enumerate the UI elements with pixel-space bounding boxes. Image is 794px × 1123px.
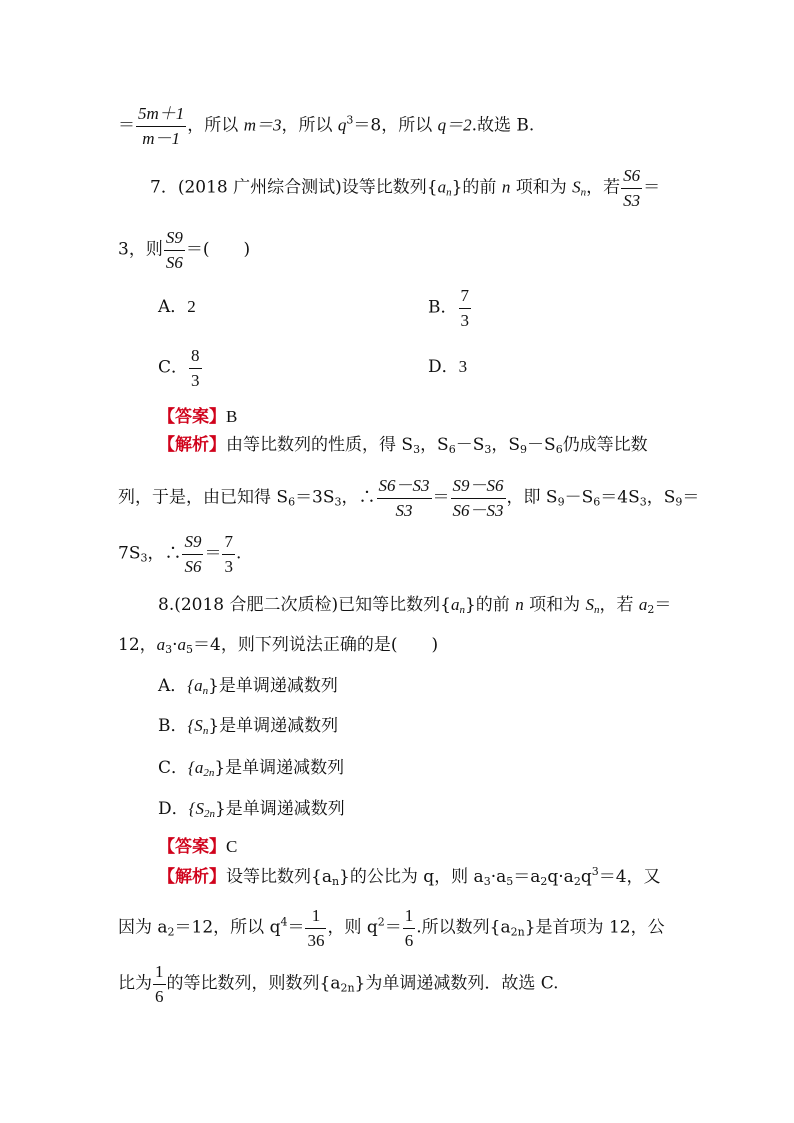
text: }的前 (451, 177, 502, 198)
fraction-denominator: 6 (404, 930, 414, 950)
fraction (189, 346, 202, 390)
text: ＝3S (295, 487, 335, 508)
text: ＝ (287, 917, 305, 938)
fraction-denominator: S6－S3 (452, 500, 504, 520)
text: ＝ (432, 487, 450, 508)
text: {a (188, 758, 204, 777)
text: ＝12，所以 q (174, 917, 281, 938)
text: ＝ (384, 917, 402, 938)
fraction-numerator: S9 (182, 532, 203, 555)
fraction (182, 532, 203, 576)
answer-line (158, 408, 237, 426)
text: ，所以 (281, 115, 338, 136)
option-value: 2 (187, 297, 196, 316)
fraction-numerator: 7 (459, 286, 472, 309)
text: －S (527, 435, 556, 455)
answer-tag: 【答案】 (158, 837, 226, 857)
text: ＝a (513, 867, 541, 887)
subscript: 2n (203, 808, 215, 820)
fraction-denominator: S3 (623, 190, 641, 210)
text: ，∴ (147, 543, 182, 564)
fraction (621, 166, 642, 210)
text: q·a (547, 867, 574, 887)
fraction-denominator: 3 (191, 370, 200, 390)
text: ＝4，又 (598, 867, 661, 887)
text: 设等比数列{a (226, 867, 332, 887)
text: }是首项为 12，公 (524, 917, 665, 938)
text: }的公比为 q，则 a (339, 867, 484, 887)
analysis-line2: 因为 $a_2=12$，所以 $q^4=$ $\frac{1}{36}$ ，则 $q^2=$ $\frac{1}{6}$ .所以数列$\{a_{2n}\}$是首项为 12，公 (118, 906, 665, 950)
fraction-numerator: 1 (153, 962, 166, 985)
option-b (428, 286, 472, 330)
text: ·a (490, 867, 507, 887)
text: ，S (646, 487, 676, 508)
text: }的前 (464, 595, 516, 615)
text: ＝4S (600, 487, 640, 508)
fraction (451, 476, 506, 520)
text: ＝( ) (185, 239, 251, 260)
fraction (153, 962, 166, 1006)
text: 列，于是，由已知得 S (118, 487, 289, 508)
fraction-denominator: m－1 (142, 128, 181, 148)
analysis-tag: 【解析】 (158, 435, 226, 455)
fraction-denominator: S6 (165, 252, 183, 272)
text: 3，则 (118, 239, 163, 260)
option-text: }是单调递减数列 (208, 676, 338, 696)
option-label: B． (428, 297, 458, 318)
option-label: D． (158, 799, 189, 819)
subscript: n (202, 725, 209, 737)
subscript: n (580, 186, 587, 199)
text: q (337, 115, 347, 135)
fraction (377, 476, 432, 520)
text: －S (564, 487, 594, 508)
question-8-stem-line2: 12，$a_3\cdot a_5=4$，则下列说法正确的是( ) (118, 635, 439, 656)
fraction-numerator: S9－S6 (451, 476, 506, 499)
text: {a (187, 676, 203, 695)
prev-solution-line (118, 104, 534, 148)
text: ，则 q (327, 917, 378, 938)
analysis-line1: 【解析】设等比数列$\{a_n\}$的公比为 q，则 $a_3\cdot a_5=a_2q\cdot a_2q^3=4$，又 (158, 865, 661, 888)
text: ＝ (654, 595, 672, 615)
text: n (501, 177, 511, 197)
answer-value: B (226, 407, 238, 426)
fraction (136, 104, 186, 148)
text: · (172, 635, 178, 655)
subscript: n (202, 685, 209, 697)
option-c (158, 346, 203, 390)
fraction-numerator: S6－S3 (377, 476, 432, 499)
text: －S (455, 435, 485, 455)
text: ＝ (643, 177, 661, 198)
text: ，S (420, 435, 449, 455)
fraction-numerator: 5m＋1 (136, 104, 186, 127)
answer-value: C (226, 837, 238, 856)
fraction-denominator: S6 (184, 556, 202, 576)
answer-tag: 【答案】 (158, 407, 226, 427)
text: 项和为 (510, 177, 573, 198)
text: ＝4，则下列说法正确的是( ) (193, 635, 439, 655)
text: ＝ (204, 543, 222, 564)
text: 比为 (118, 973, 152, 994)
exponent: 3 (346, 113, 354, 127)
fraction-denominator: S3 (395, 500, 413, 520)
subscript: n (446, 186, 452, 199)
fraction-denominator: 3 (224, 556, 233, 576)
analysis-line3: 比为 $\frac{1}{6}$ 的等比数列，则数列$\{a_{2n}\}$为单调递减数列．故选 C. (118, 962, 559, 1006)
text: 项和为 (523, 595, 586, 615)
text: .所以数列{a (416, 917, 511, 938)
analysis-line2: 列，于是，由已知得 $S_6=3S_3$，∴ $\frac{S6-S3}{S3}$ ＝ $\frac{S9-S6}{S6-S3}$ ，即 $S_9-S_6=4S_3$，$S_9=$ (118, 476, 700, 520)
text: 7．(2018 广州综合测试)设等比数列{ (150, 177, 438, 198)
option-text: }是单调递减数列 (214, 758, 345, 778)
analysis-line3: $7S_3$，∴ $\frac{S9}{S6}$ ＝ $\frac{7}{3}$ . (118, 532, 242, 576)
fraction (459, 286, 472, 330)
option-text: }是单调递减数列 (214, 799, 345, 819)
fraction (222, 532, 235, 576)
text: 7S (118, 543, 141, 564)
option-text: }是单调递减数列 (208, 716, 339, 736)
text: m＝3 (243, 115, 282, 135)
text: ，即 S (506, 487, 558, 508)
option-d (158, 800, 345, 818)
text: a (437, 177, 447, 197)
text: ，若 (586, 177, 621, 198)
text: q (580, 867, 592, 887)
fraction (305, 906, 326, 950)
fraction-numerator: 8 (189, 346, 202, 369)
text: }为单调递减数列．故选 C. (354, 973, 559, 994)
text: 仍成等比数 (562, 435, 648, 455)
option-label: C． (158, 758, 189, 778)
text: ，若 (599, 595, 639, 615)
equals-sign: ＝ (118, 115, 135, 136)
subscript: 2n (203, 767, 215, 779)
text: {S (187, 716, 203, 735)
fraction-numerator: 1 (305, 906, 326, 929)
fraction-numerator: 1 (403, 906, 416, 929)
text: 因为 a (118, 917, 168, 938)
text: .故选 B. (471, 115, 535, 136)
text: 的等比数列，则数列{a (166, 973, 341, 994)
question-8-stem-line1: 8.(2018 合肥二次质检)已知等比数列$\{a_n\}$的前 n 项和为 $S_n$，若 $a_2=$ (158, 595, 672, 616)
option-label: A． (158, 297, 188, 317)
fraction-numerator: S6 (621, 166, 642, 189)
text: ＝ (682, 487, 700, 508)
fraction-denominator: 6 (155, 986, 164, 1006)
option-c (158, 759, 344, 777)
option-a (158, 298, 196, 316)
option-value: 3 (458, 357, 468, 376)
option-label: C． (158, 357, 189, 378)
text: ，∴ (341, 487, 376, 508)
fraction (403, 906, 416, 950)
text: q＝2 (437, 115, 472, 135)
option-d (428, 358, 467, 376)
text: ，S (491, 435, 521, 455)
option-label: A． (158, 676, 188, 696)
text: . (235, 543, 242, 564)
fraction-numerator: 7 (222, 532, 235, 555)
text: 12， (118, 635, 157, 655)
answer-line (158, 838, 237, 856)
fraction-numerator: S9 (164, 228, 185, 251)
question-7-stem-line2 (118, 228, 250, 272)
analysis-line1: 【解析】由等比数列的性质，得 $S_3$，$S_6-S_3$，$S_9-S_6$仍成等比数 (158, 435, 648, 456)
text: 由等比数列的性质，得 S (226, 435, 414, 455)
text: ，所以 (381, 115, 438, 136)
text: {S (188, 799, 204, 818)
option-b (158, 717, 338, 735)
text: ，所以 (187, 115, 244, 136)
question-7-stem-line1 (150, 166, 660, 210)
option-a (158, 677, 338, 695)
option-label: B． (158, 716, 188, 736)
analysis-tag: 【解析】 (158, 867, 226, 887)
text: 8.(2018 合肥二次质检)已知等比数列{ (158, 595, 451, 615)
option-label: D． (428, 357, 459, 377)
fraction-denominator: 3 (460, 310, 469, 330)
text: ＝8 (353, 115, 382, 136)
fraction (164, 228, 185, 272)
text: S (572, 177, 581, 197)
fraction-denominator: 36 (307, 930, 325, 950)
